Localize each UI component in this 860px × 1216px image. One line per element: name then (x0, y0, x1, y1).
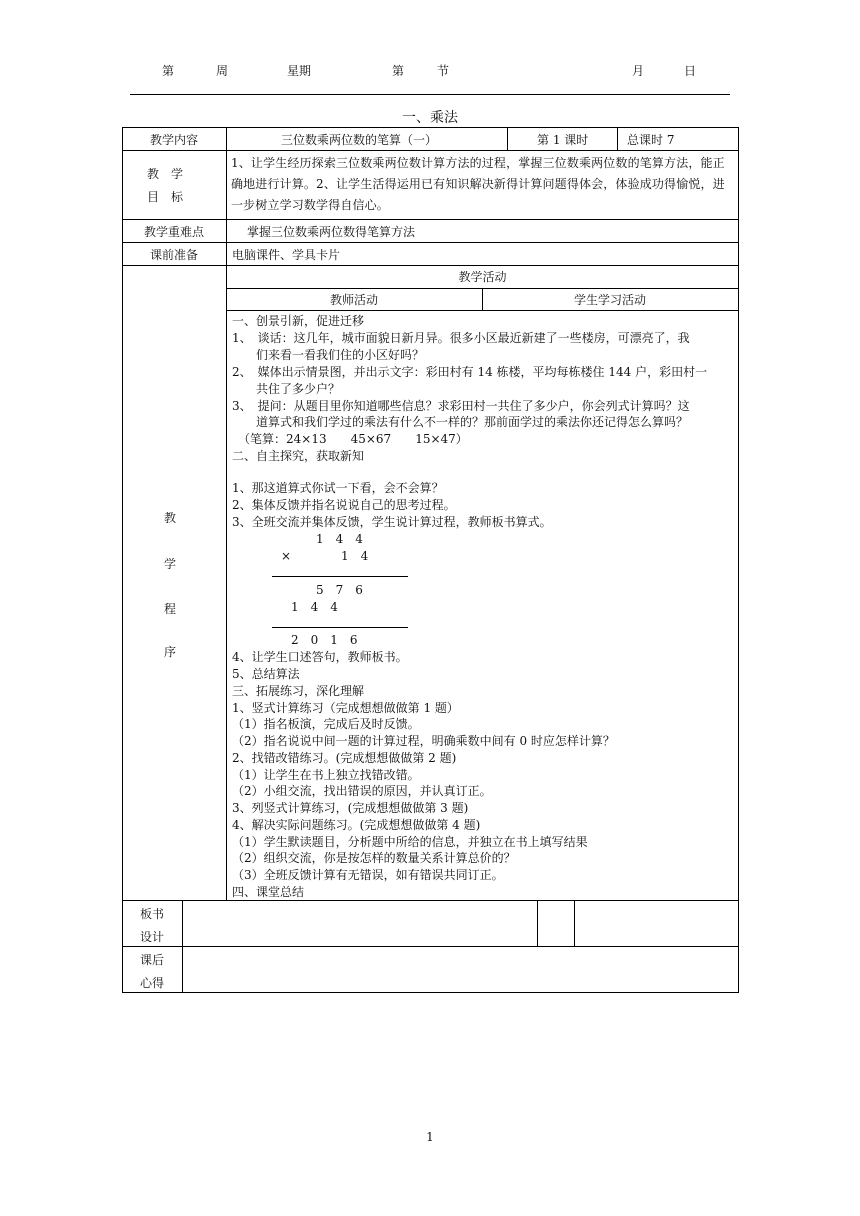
board-label-1: 板书 (140, 907, 165, 921)
header-month: 月 (632, 64, 645, 78)
activity-line: （2）组织交流，你是按怎样的数量关系计算总价的？ (232, 851, 516, 865)
keypoints-label: 教学重难点 (143, 224, 204, 239)
activity-line: 1、 谈话：这几年，城市面貌日新月异。很多小区最近新建了一些楼房，可漂亮了，我 (232, 331, 690, 345)
activity-line: 3、列竖式计算练习，(完成想想做做第 3 题) (232, 801, 469, 815)
activities-header: 教学活动 (458, 270, 507, 284)
activity-line: 2、集体反馈并指名说说自己的思考过程。 (232, 498, 456, 512)
partial-product-1: 5 7 6 (316, 583, 363, 597)
activity-line: 们来看一看我们住的小区好吗？ (232, 348, 425, 362)
side-label-3: 程 (164, 602, 177, 616)
board-label-2: 设计 (140, 930, 165, 944)
side-label-1: 教 (164, 511, 177, 525)
activity-line: 2、 媒体出示情景图，并出示文字：彩田村有 14 栋楼，平均每栋楼住 144 户，彩田村一 (232, 365, 708, 379)
multiplication-rule-2 (272, 627, 408, 628)
partial-product-2: 1 4 4 (291, 600, 338, 614)
goals-label-top: 教 学 (147, 167, 184, 181)
activity-line: 3、全班交流并集体反馈，学生说计算过程，教师板书算式。 (232, 515, 552, 529)
header-week-prefix: 第 (162, 64, 175, 78)
activity-line: 二、自主探究，获取新知 (232, 449, 365, 463)
header-week: 周 (216, 64, 229, 78)
activity-line: 1、那这道算式你试一下看，会不会算？ (232, 481, 444, 495)
content-value: 三位数乘两位数的笔算（一） (281, 133, 438, 147)
activity-line: 三、拓展练习，深化理解 (232, 684, 365, 698)
page-number: 1 (426, 1130, 434, 1144)
prep-label: 课前准备 (149, 247, 198, 262)
activity-line: 4、让学生口述答句，教师板书。 (232, 650, 408, 664)
total-lessons: 总课时 7 (627, 133, 675, 147)
teacher-activity-header: 教师活动 (329, 293, 378, 307)
activity-line: 四、课堂总结 (232, 885, 305, 899)
goals-label-bottom: 目 标 (147, 190, 184, 204)
header-day: 日 (684, 64, 697, 78)
activity-line: 3、 提问：从题目里你知道哪些信息？求彩田村一共住了多少户，你会列式计算吗？这 (232, 399, 690, 413)
reflection-label-1: 课后 (140, 953, 165, 967)
content-label: 教学内容 (149, 132, 198, 147)
multiply-sign: × (281, 549, 292, 563)
activity-line: （2）指名说说中间一题的计算过程，明确乘数中间有 0 时应怎样计算？ (232, 734, 615, 748)
final-product: 2 0 1 6 (291, 633, 358, 647)
side-label-4: 序 (164, 645, 177, 659)
page-title: 一、乘法 (402, 110, 458, 126)
activity-line: （笔算：24×13 45×67 15×47） (232, 432, 468, 446)
student-activity-header: 学生学习活动 (573, 293, 646, 307)
activity-line: 2、找错改错练习。(完成想想做做第 2 题) (232, 751, 457, 765)
activity-line: （1）指名板演，完成后及时反馈。 (232, 717, 420, 731)
activity-line: 共住了多少户？ (232, 382, 341, 396)
header-weekday: 星期 (287, 64, 312, 78)
reflection-label-2: 心得 (140, 976, 165, 990)
activity-line: 4、解决实际问题练习。(完成想想做做第 4 题) (232, 818, 481, 832)
lesson-number: 第 1 课时 (537, 133, 589, 147)
activity-line: 道算式和我们学过的乘法有什么不一样的？那前面学过的乘法你还记得怎么算吗？ (232, 415, 689, 429)
activity-line: （2）小组交流，找出错误的原因，并认真订正。 (232, 784, 492, 798)
keypoints-text: 掌握三位数乘两位数得笔算方法 (247, 225, 416, 239)
side-label-2: 学 (164, 557, 177, 571)
activity-line: 一、创景引新，促进迁移 (232, 314, 365, 328)
prep-text: 电脑课件、学具卡片 (232, 248, 341, 262)
activity-line: （1）学生默读题目，分析题中所给的信息，并独立在书上填写结果 (232, 835, 588, 849)
multiplicand: 1 4 4 (316, 532, 363, 546)
activity-line: （3）全班反馈计算有无错误，如有错误共同订正。 (232, 868, 504, 882)
multiplication-rule-1 (272, 576, 408, 577)
activity-line: （1）让学生在书上独立找错改错。 (232, 768, 420, 782)
activity-line: 5、总结算法 (232, 667, 300, 681)
goals-text: 1、让学生经历探索三位数乘两位数计算方法的过程，掌握三位数乘两位数的笔算方法，能正确地进行计算。2、让学生活得运用已有知识解决新得计算问题得体会，体验成功得愉悦，进一步树立学习数学得自信心。 (231, 156, 725, 212)
header-period: 节 (437, 64, 450, 78)
multiplier: 1 4 (341, 549, 369, 563)
header-period-prefix: 第 (392, 64, 405, 78)
activity-line: 1、竖式计算练习（完成想想做做第 1 题） (232, 701, 459, 715)
